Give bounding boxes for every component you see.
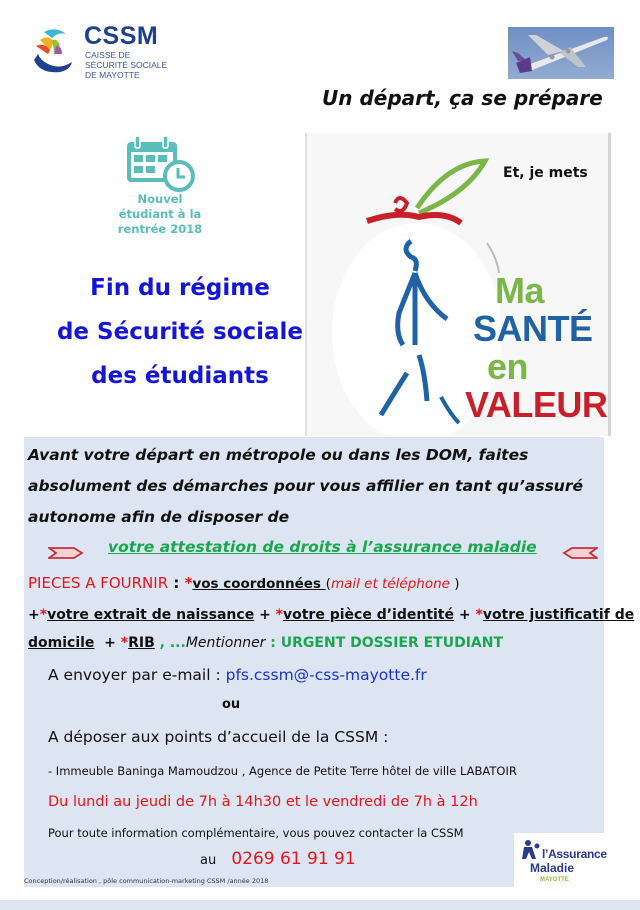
office-address: - Immeuble Baninga Mamoudzou , Agence de Petite Terre hôtel de ville LABATOIR: [48, 764, 517, 778]
calendar-clock-icon: [125, 136, 197, 192]
main-title: [40, 266, 320, 398]
cssm-logo-subtitle-3: DE MAYOTTE: [85, 70, 140, 80]
title-line: de Sécurité sociale: [56, 319, 304, 345]
assurance-maladie-logo: [514, 833, 608, 889]
deposit-label: A déposer aux points d’accueil de la CSSM :: [48, 728, 389, 746]
caption-line: rentrée 2018: [117, 222, 203, 236]
intro-line-2: absolument des démarches pour vous affilier en tant qu’assuré: [28, 477, 584, 495]
poster-caption: Et, je mets: [503, 165, 588, 181]
info-panel: [24, 437, 635, 887]
opening-hours: Du lundi au jeudi de 7h à 14h30 et le vendredi de 7h à 12h: [48, 794, 478, 810]
doc-identity-card: votre pièce d’identité: [283, 607, 454, 623]
plus: +: [458, 607, 471, 623]
caption-line: étudiant à la: [118, 207, 202, 221]
plus: +: [104, 635, 116, 651]
ribbon-arrow-right-icon: [48, 547, 84, 559]
attestation-highlight: votre attestation de droits à l’assurance maladie: [108, 538, 537, 556]
assurance-maladie-figures-icon: [518, 837, 544, 863]
cssm-logo-name: CSSM: [84, 22, 159, 50]
title-line: des étudiants: [91, 363, 269, 389]
slogan-en: en: [487, 346, 529, 387]
phone-number[interactable]: 0269 61 91 91: [231, 849, 356, 869]
plus: +: [28, 607, 40, 623]
documents-required-line: [28, 574, 460, 592]
phone-prefix: au: [200, 853, 217, 868]
asterisk: *: [475, 607, 483, 623]
tagline: Un départ, ça se prépare: [322, 86, 603, 110]
airplane-photo: [508, 27, 614, 79]
doc-contact-details: vos coordonnées: [192, 576, 326, 592]
intro-line-1: Avant votre départ en métropole ou dans les DOM, faites: [28, 446, 529, 464]
ellipsis: , ...: [154, 635, 186, 651]
cssm-logo-subtitle-2: SÉCURITÉ SOCIALE: [85, 60, 168, 70]
documents-line-2: [28, 607, 634, 623]
paren-close: ): [454, 576, 460, 592]
ribbon-arrow-left-icon: [562, 547, 598, 559]
health-poster: [305, 133, 611, 436]
asterisk: *: [39, 607, 48, 623]
email-link[interactable]: pfs.cssm@-css-mayotte.fr: [225, 666, 427, 684]
assurance-maladie-line3: MAYOTTE: [540, 877, 569, 883]
asterisk: *: [120, 635, 129, 651]
documents-required-label: PIECES A FOURNIR: [28, 574, 169, 592]
new-student-caption: [100, 192, 220, 237]
asterisk: *: [275, 607, 283, 623]
intro-line-3: autonome afin de disposer de: [28, 508, 290, 526]
assurance-maladie-line2: Maladie: [530, 861, 575, 875]
slogan-valeur: VALEUR: [465, 384, 608, 425]
mention-value: : URGENT DOSSIER ETUDIANT: [265, 635, 504, 651]
doc-birth-certificate: votre extrait de naissance: [47, 607, 255, 623]
cssm-logo-subtitle-1: CAISSE DE: [85, 50, 131, 60]
slogan-sante: SANTÉ: [473, 308, 593, 349]
cssm-logo: [30, 22, 210, 82]
doc-proof-of-address-cont: domicile: [28, 635, 95, 651]
caption-line: Nouvel: [137, 192, 183, 206]
doc-rib: RIB: [128, 635, 155, 651]
doc-proof-of-address: votre justificatif de: [482, 607, 635, 623]
slogan-ma: Ma: [495, 270, 545, 311]
cssm-logo-mark-icon: [30, 24, 76, 76]
contact-info-text: Pour toute information complémentaire, vous pouvez contacter la CSSM: [48, 826, 464, 840]
plus: +: [259, 607, 271, 623]
credits: Conception/réalisation , pôle communication-marketing CSSM /année 2018: [24, 877, 269, 885]
phone-line: [200, 849, 356, 869]
colon: :: [168, 574, 185, 592]
mention-label: Mentionner: [185, 635, 266, 651]
paren-open: (: [325, 576, 331, 592]
or-separator: ou: [222, 697, 241, 712]
doc-contact-details-note: mail et téléphone: [330, 576, 455, 592]
documents-line-3: [28, 635, 503, 651]
bottom-strip: [0, 900, 640, 910]
assurance-maladie-line1: l’Assurance: [542, 847, 607, 861]
send-by-email-line: [48, 666, 427, 684]
asterisk: *: [184, 574, 193, 592]
airplane-icon: [508, 27, 614, 79]
title-line: Fin du régime: [90, 275, 270, 301]
send-by-email-label: A envoyer par e-mail :: [48, 666, 226, 684]
